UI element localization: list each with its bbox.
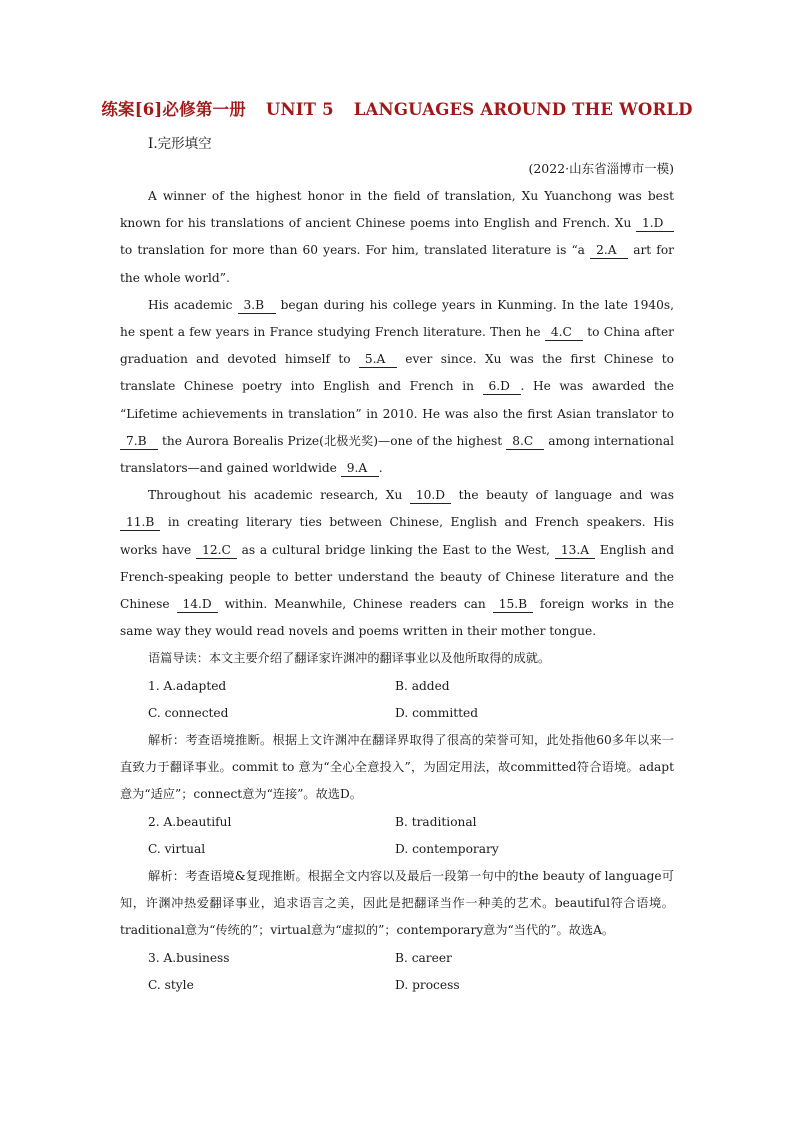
text-run: ever since. Xu was the first Chinese to translate Chinese poetry into English and French in	[120, 352, 674, 394]
title-part-1: 练案[6]必修第一册	[101, 100, 246, 119]
text-run: art for the whole world”.	[120, 243, 674, 285]
option-2a: 2. A.beautiful	[148, 814, 232, 829]
answer-blank-12: 12.C	[196, 542, 237, 559]
option-1b: B. added	[395, 678, 450, 693]
source-note: (2022·山东省淄博市一模)	[528, 161, 674, 176]
answer-blank-3: 3.B	[238, 297, 276, 314]
page-title	[0, 96, 794, 120]
text-run: to translation for more than 60 years. For him, translated literature is “a	[120, 243, 591, 258]
text-run: Throughout his academic research, Xu	[148, 488, 410, 503]
text-run: began during his college years in Kunming. In the late 1940s, he spent a few years in France studying French literature. Then he	[120, 297, 674, 340]
document-body	[120, 183, 674, 999]
text-run: foreign works in the same way they would read novels and poems written in their mother tongue.	[120, 597, 675, 639]
answer-blank-6: 6.D	[483, 378, 521, 395]
answer-blank-8: 8.C	[506, 433, 544, 450]
answer-blank-13: 13.A	[555, 542, 595, 559]
text-run: . He was awarded the “Lifetime achievements in translation” in 2010. He was also the first Asian translator to	[120, 379, 674, 421]
option-3a: 3. A.business	[148, 950, 230, 965]
text-run: the beauty of language and was	[451, 488, 674, 503]
text-run: to China after graduation and devoted himself to	[120, 325, 674, 367]
text-run: His academic	[148, 297, 238, 312]
question-2-options-row-1	[120, 809, 674, 836]
passage-paragraph-1	[120, 183, 674, 292]
question-1-analysis: 解析：考查语境推断。根据上文许渊冲在翻译界取得了很高的荣誉可知，此处指他60多年以来一直致力于翻译事业。commit to 意为“全心全意投入”，为固定用法，故committed符合语境。adapt意为“适应”；connect意为“连接”。故选D。	[120, 733, 674, 802]
passage-paragraph-3	[120, 482, 674, 645]
answer-blank-4: 4.C	[545, 324, 583, 341]
answer-blank-10: 10.D	[410, 487, 451, 504]
answer-blank-14: 14.D	[177, 596, 218, 613]
answer-blank-9: 9.A	[341, 460, 379, 477]
passage-paragraph-2	[120, 292, 674, 482]
option-2b: B. traditional	[395, 814, 477, 829]
option-1a: 1. A.adapted	[148, 678, 227, 693]
option-1c: C. connected	[148, 705, 229, 720]
answer-blank-15: 15.B	[493, 596, 533, 613]
title-part-3: LANGUAGES AROUND THE WORLD	[353, 100, 693, 119]
option-3b: B. career	[395, 950, 452, 965]
answer-blank-11: 11.B	[120, 514, 160, 531]
option-1d: D. committed	[395, 705, 479, 720]
question-1-options-row-1	[120, 673, 674, 700]
passage-guide: 语篇导读：本文主要介绍了翻译家许渊冲的翻译事业以及他所取得的成就。	[148, 651, 551, 666]
question-3-options-row-1	[120, 945, 674, 972]
text-run: English and French-speaking people to better understand the beauty of Chinese literature and the Chinese	[120, 542, 674, 612]
text-run: in creating literary ties between Chinese, English and French speakers. His works have	[120, 515, 674, 557]
question-2-analysis: 解析：考查语境&复现推断。根据全文内容以及最后一段第一句中的the beauty of language可知，许渊冲热爱翻译事业，追求语言之美，因此是把翻译当作一种美的艺术。beautiful符合语境。traditional意为“传统的”；virtual意为“虚拟的”；contemporary意为“当代的”。故选A。	[120, 869, 674, 938]
text-run: the Aurora Borealis Prize(北极光奖)—one of the highest	[158, 433, 507, 448]
title-part-2: UNIT 5	[265, 100, 334, 119]
option-3d: D. process	[395, 977, 460, 992]
text-run: among international translators—and gained worldwide	[120, 433, 674, 476]
option-2d: D. contemporary	[395, 841, 499, 856]
question-3-options-row-2	[120, 972, 674, 999]
answer-blank-1: 1.D	[636, 215, 674, 232]
question-1-options-row-2	[120, 700, 674, 727]
text-run: as a cultural bridge linking the East to the West,	[236, 542, 555, 557]
section-heading: Ⅰ.完形填空	[148, 136, 212, 152]
option-2c: C. virtual	[148, 841, 206, 856]
answer-blank-2: 2.A	[590, 242, 628, 259]
text-run: within. Meanwhile, Chinese readers can	[217, 597, 493, 612]
answer-blank-7: 7.B	[120, 433, 158, 450]
question-2-options-row-2	[120, 836, 674, 863]
text-run: A winner of the highest honor in the field of translation, Xu Yuanchong was best known for his translations of ancient Chinese poems into English and French. Xu	[120, 189, 674, 231]
answer-blank-5: 5.A	[359, 351, 397, 368]
option-3c: C. style	[148, 977, 194, 992]
text-run: .	[378, 461, 383, 476]
